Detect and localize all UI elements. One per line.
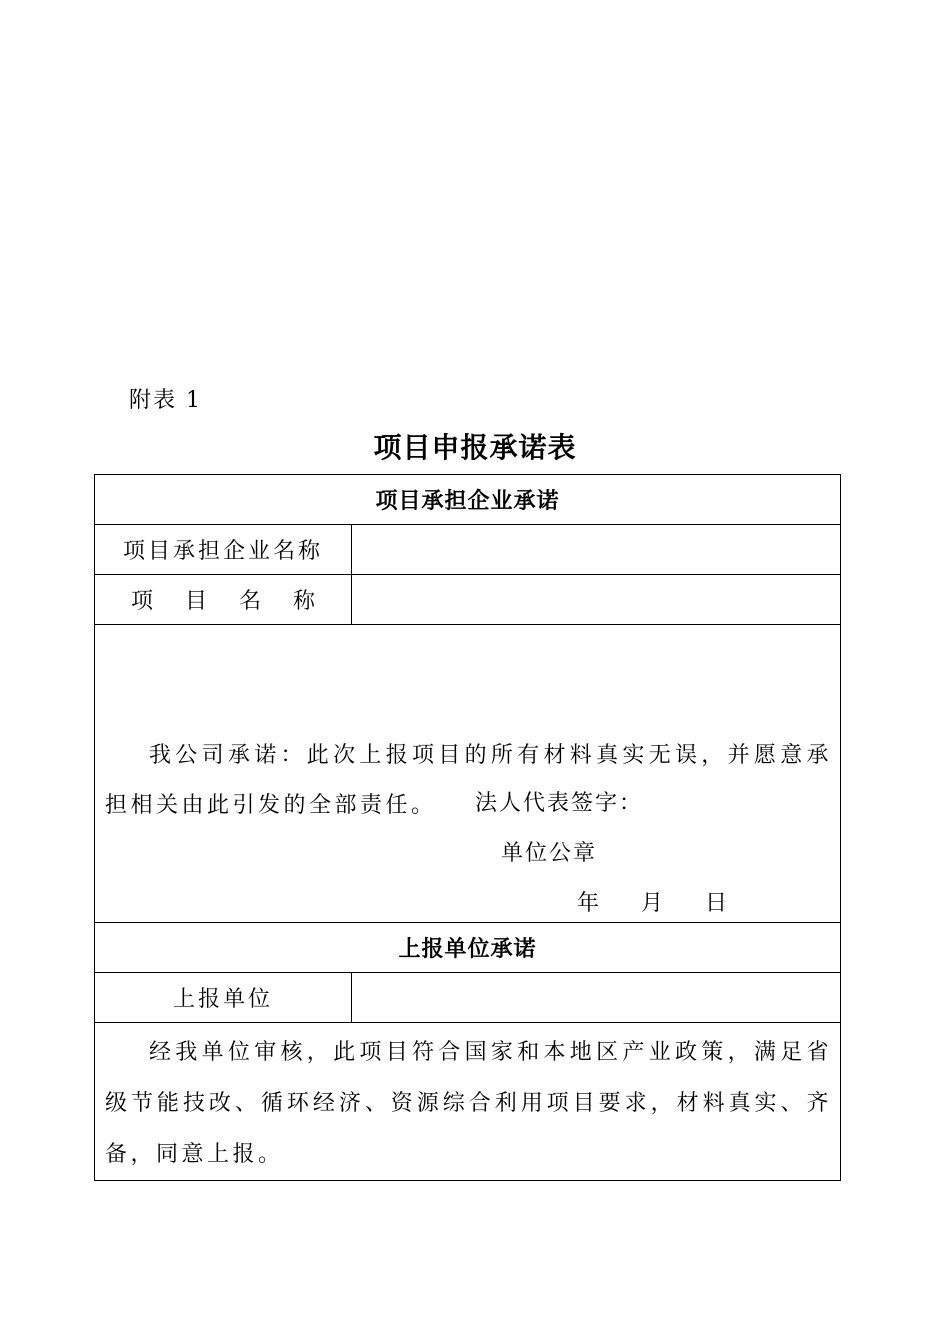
date-month: 月 [641,891,664,916]
legal-representative-signature-label: 法人代表签字： [475,791,644,816]
reporting-section-header-row [95,923,841,973]
company-name-label: 项目承担企业名称 [95,525,352,575]
date-year: 年 [577,891,600,916]
enterprise-section-header-row [95,475,841,525]
reporting-unit-field[interactable] [352,973,841,1023]
document-title: 项目申报承诺表 [373,431,577,464]
company-name-field[interactable] [352,525,841,575]
reporting-unit-row [95,973,841,1023]
commitment-form-table [94,474,841,1181]
enterprise-section-header: 项目承担企业承诺 [95,475,841,525]
reporting-section-header: 上报单位承诺 [95,923,841,973]
company-seal-label: 单位公章 [501,841,598,866]
project-name-row [95,575,841,625]
signature-date [577,889,769,919]
enterprise-pledge-cell [95,625,841,923]
attachment-label: 附表 1 [129,388,202,413]
reporting-review-cell [95,1023,841,1181]
reporting-review-text: 经我单位审核，此项目符合国家和本地区产业政策，满足省级节能技改、循环经济、资源综合利用项目要求，材料真实、齐备，同意上报。 [105,1040,833,1167]
reporting-unit-label: 上报单位 [95,973,352,1023]
enterprise-pledge-row [95,625,841,923]
enterprise-pledge-text: 我公司承诺：此次上报项目的所有材料真实无误，并愿意承担相关由此引发的全部责任。 [105,742,833,818]
project-name-field[interactable] [352,575,841,625]
date-day: 日 [705,891,728,916]
project-name-label: 项 目 名 称 [95,575,352,625]
reporting-review-row [95,1023,841,1181]
company-name-row [95,525,841,575]
